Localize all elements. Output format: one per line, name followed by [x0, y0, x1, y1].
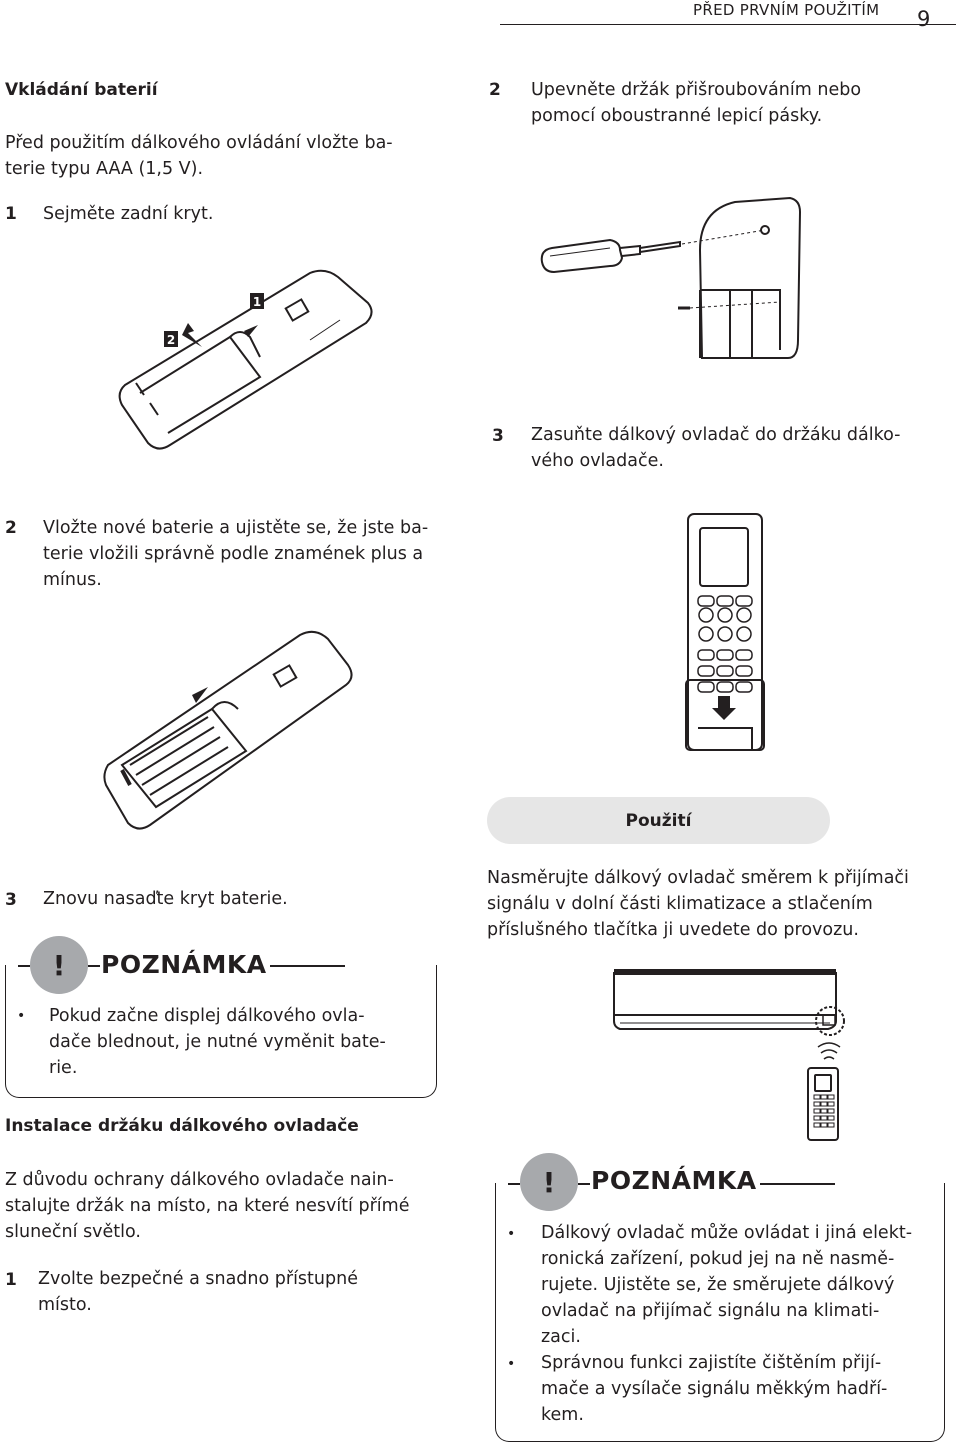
bullet-icon: •: [507, 1356, 516, 1372]
header-rule: [500, 24, 956, 25]
step-number: 3: [5, 890, 17, 910]
note-rule: [578, 1183, 590, 1185]
note-rule: [508, 1183, 520, 1185]
batteries-intro-line: Před použitím dálkového ovládání vložte ba-: [5, 133, 393, 153]
step-line: Zasuňte dálkový ovladač do držáku dálko-: [531, 425, 901, 445]
step-line: místo.: [38, 1295, 92, 1315]
step-number: 2: [5, 518, 17, 538]
usage-heading-pill: Použití: [487, 797, 830, 844]
step-text-remove-cover: Sejměte zadní kryt.: [43, 204, 214, 224]
step-text-insert-remote: [531, 422, 900, 474]
usage-text: [487, 865, 909, 943]
note-line: rujete. Ujistěte se, že směrujete dálkový: [541, 1275, 895, 1295]
step-line: Vložte nové baterie a ujistěte se, že jste ba-: [43, 518, 429, 538]
battery-insertion-illustration: [100, 625, 360, 840]
step-line: terie vložili správně podle znamének plus a: [43, 544, 424, 564]
note-line: kem.: [541, 1405, 584, 1425]
bullet-icon: •: [507, 1226, 516, 1242]
figure-label-1: 1: [252, 295, 262, 309]
page-number: 9: [917, 7, 931, 31]
remote-cover-removal-illustration: [110, 265, 380, 455]
step-number: 1: [5, 204, 17, 224]
note-rule: [270, 965, 345, 967]
step-line: Zvolte bezpečné a snadno přístupné: [38, 1269, 358, 1289]
remote-in-holder-illustration: [680, 510, 770, 755]
usage-line: signálu v dolní části klimatizace a stlačením: [487, 894, 873, 914]
holder-intro-line: Z důvodu ochrany dálkového ovladače nain-: [5, 1170, 394, 1190]
section-heading-batteries: Vkládání baterií: [5, 80, 158, 100]
note-bullet-text: [541, 1350, 887, 1428]
note-rule: [88, 965, 100, 967]
note-rule: [18, 965, 30, 967]
exclamation-icon: !: [30, 936, 88, 994]
note-line: ovladač na přijímač signálu na klimati-: [541, 1301, 880, 1321]
note-bullet-text: [541, 1220, 912, 1350]
note-bullet-text: [49, 1003, 386, 1081]
step-line: vého ovladače.: [531, 451, 664, 471]
bullet-icon: •: [17, 1008, 26, 1024]
running-header: PŘED PRVNÍM POUŽITÍM: [693, 1, 880, 19]
step-text-choose-place: [38, 1266, 358, 1318]
usage-line: příslušného tlačítka ji uvedete do provozu.: [487, 920, 859, 940]
batteries-intro-line: terie typu AAA (1,5 V).: [5, 159, 204, 179]
holder-mounting-illustration: [540, 190, 810, 365]
note-line: Pokud začne displej dálkového ovla-: [49, 1006, 365, 1026]
step-text-mount-holder: [531, 77, 861, 129]
batteries-intro: [5, 130, 393, 182]
step-number: 2: [489, 80, 501, 100]
note-line: Správnou funkci zajistíte čištěním přijí-: [541, 1353, 882, 1373]
usage-line: Nasměrujte dálkový ovladač směrem k přijímači: [487, 868, 909, 888]
holder-intro: [5, 1167, 409, 1245]
note-line: dače blednout, je nutné vyměnit bate-: [49, 1032, 386, 1052]
note-line: rie.: [49, 1058, 78, 1078]
note-title: POZNÁMKA: [101, 950, 267, 979]
step-line: Upevněte držák přišroubováním nebo: [531, 80, 862, 100]
step-number: 3: [492, 426, 504, 446]
step-number: 1: [5, 1270, 17, 1290]
note-title: POZNÁMKA: [591, 1166, 757, 1195]
figure-label-2: 2: [166, 333, 176, 347]
note-line: zaci.: [541, 1327, 581, 1347]
section-heading-holder: Instalace držáku dálkového ovladače: [5, 1116, 359, 1136]
note-line: Dálkový ovladač může ovládat i jiná elekt-: [541, 1223, 913, 1243]
step-text-insert-batteries: [43, 515, 428, 593]
step-text-replace-cover: Znovu nasaďte kryt baterie.: [43, 889, 288, 909]
note-line: ronická zařízení, pokud jej na ně nasmě-: [541, 1249, 895, 1269]
exclamation-icon: !: [520, 1153, 578, 1211]
note-rule: [760, 1183, 835, 1185]
holder-intro-line: sluneční světlo.: [5, 1222, 141, 1242]
note-line: mače a vysílače signálu měkkým hadří-: [541, 1379, 888, 1399]
holder-intro-line: stalujte držák na místo, na které nesvítí přímé: [5, 1196, 410, 1216]
step-line: pomocí oboustranné lepicí pásky.: [531, 106, 823, 126]
air-conditioner-remote-illustration: [610, 965, 850, 1143]
step-line: mínus.: [43, 570, 102, 590]
